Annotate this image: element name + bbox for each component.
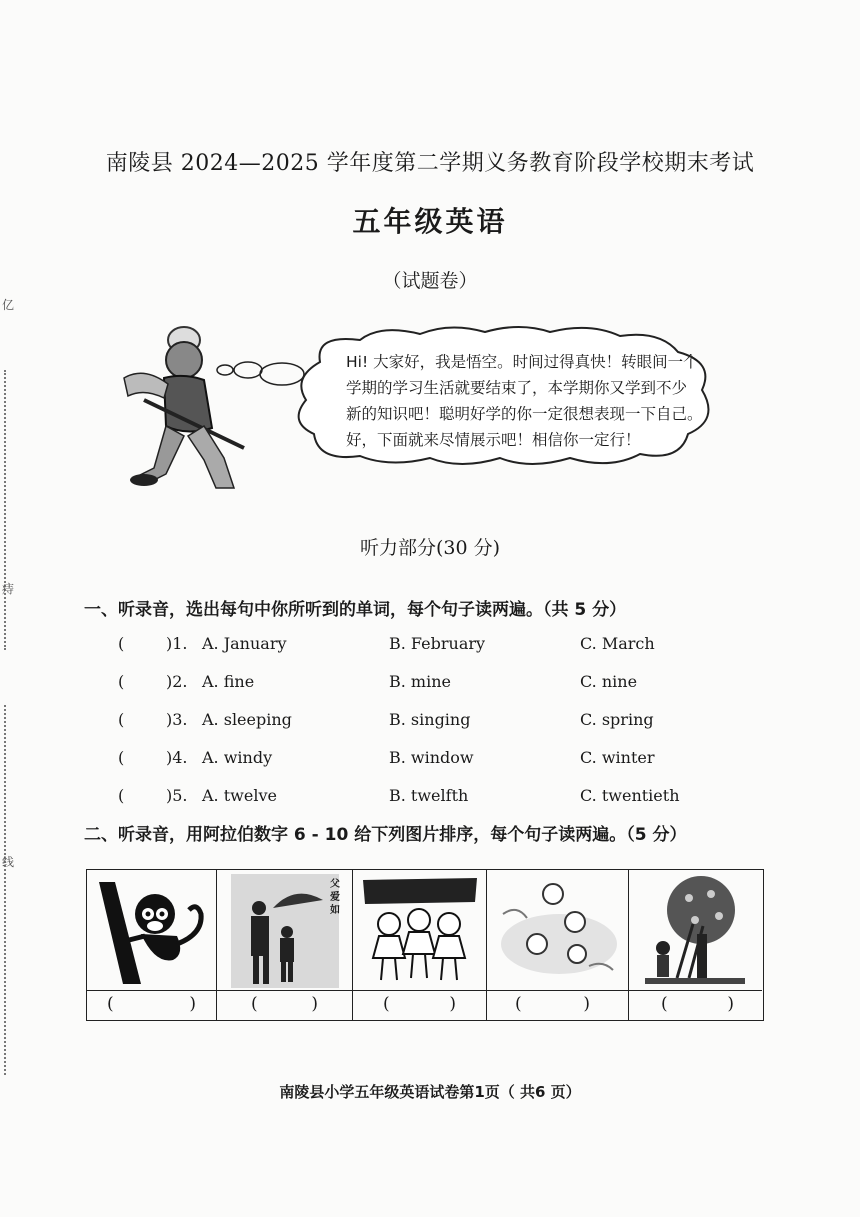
- paren-close: ): [311, 994, 318, 1014]
- question-number: )2.: [166, 672, 188, 691]
- intro-line: 新的知识吧！聪明好学的你一定很想表现一下自己。: [346, 405, 703, 423]
- picture-answer-blank[interactable]: [87, 990, 216, 1021]
- picture-caption: 父爱如: [330, 879, 340, 916]
- picture-table: [86, 869, 764, 1021]
- margin-mark: 痔: [2, 582, 15, 596]
- answer-blank-open: (: [118, 748, 125, 767]
- picture-answer-blank[interactable]: [353, 990, 486, 1021]
- question-row: [0, 710, 860, 738]
- option-b: B. mine: [389, 672, 451, 691]
- picture-cell: [487, 870, 629, 1020]
- option-b: B. twelfth: [389, 786, 469, 805]
- margin-mark: 线: [2, 855, 15, 869]
- option-b: B. singing: [389, 710, 471, 729]
- question-number: )4.: [166, 748, 188, 767]
- option-b: B. February: [389, 634, 486, 653]
- option-a: A. windy: [202, 748, 273, 767]
- listening-section-title: 听力部分(30 分): [359, 537, 501, 559]
- monkey-icon: [93, 874, 211, 988]
- option-a: A. fine: [202, 672, 255, 691]
- paren-open: (: [661, 994, 668, 1014]
- option-c: C. March: [580, 634, 655, 653]
- apple-tree-ladder-icon: [635, 874, 756, 988]
- option-c: C. twentieth: [580, 786, 680, 805]
- question-row: [0, 672, 860, 700]
- question-number: )5.: [166, 786, 188, 805]
- picture-answer-blank[interactable]: [629, 990, 762, 1021]
- intro-line: 好，下面就来尽情展示吧！相信你一定行！: [346, 431, 641, 449]
- part1-instructions: 一、听录音，选出每句中你所听到的单词，每个句子读两遍。（共 5 分）: [84, 600, 627, 620]
- paren-close: ): [189, 994, 196, 1014]
- option-c: C. spring: [580, 710, 654, 729]
- answer-blank-open: (: [118, 710, 125, 729]
- answer-blank-open: (: [118, 672, 125, 691]
- question-row: [0, 748, 860, 776]
- margin-mark: 亿: [2, 298, 15, 312]
- subject-title: 五年级英语: [352, 205, 508, 238]
- option-b: B. window: [389, 748, 474, 767]
- paren-close: ): [727, 994, 734, 1014]
- question-row: [0, 634, 860, 662]
- option-a: A. January: [202, 634, 287, 653]
- option-a: A. sleeping: [202, 710, 292, 729]
- picture-answer-blank[interactable]: [487, 990, 628, 1021]
- picture-cell: [217, 870, 353, 1020]
- exam-title: 南陵县 2024—2025 学年度第二学期义务教育阶段学校期末考试: [105, 151, 755, 176]
- intro-line: 学期的学习生活就要结束了，本学期你又学到不少: [346, 379, 688, 397]
- option-c: C. winter: [580, 748, 655, 767]
- binding-margin-dotted-line: [4, 370, 8, 650]
- intro-message: [346, 349, 716, 453]
- children-playing-water-icon: [493, 874, 623, 988]
- paren-open: (: [251, 994, 258, 1014]
- intro-line: Hi! 大家好，我是悟空。时间过得真快！转眼间一个: [346, 353, 699, 371]
- picture-cell: [87, 870, 217, 1020]
- answer-blank-open: (: [118, 786, 125, 805]
- option-c: C. nine: [580, 672, 638, 691]
- question-number: )1.: [166, 634, 188, 653]
- option-a: A. twelve: [202, 786, 277, 805]
- paren-open: (: [107, 994, 114, 1014]
- dancing-children-icon: [359, 874, 481, 988]
- question-number: )3.: [166, 710, 188, 729]
- picture-cell: [353, 870, 487, 1020]
- father-child-umbrella-icon: [223, 874, 347, 988]
- paren-close: ): [583, 994, 590, 1014]
- question-row: [0, 786, 860, 814]
- part2-instructions: 二、听录音，用阿拉伯数字 6 - 10 给下列图片排序，每个句子读两遍。（5 分）: [84, 825, 687, 845]
- paren-open: (: [383, 994, 390, 1014]
- page-footer: 南陵县小学五年级英语试卷第1页（ 共6 页）: [279, 1083, 581, 1101]
- paren-close: ): [449, 994, 456, 1014]
- paren-open: (: [515, 994, 522, 1014]
- paper-type-label: （试题卷）: [382, 270, 478, 292]
- picture-cell: [629, 870, 762, 1020]
- picture-answer-blank[interactable]: [217, 990, 352, 1021]
- answer-blank-open: (: [118, 634, 125, 653]
